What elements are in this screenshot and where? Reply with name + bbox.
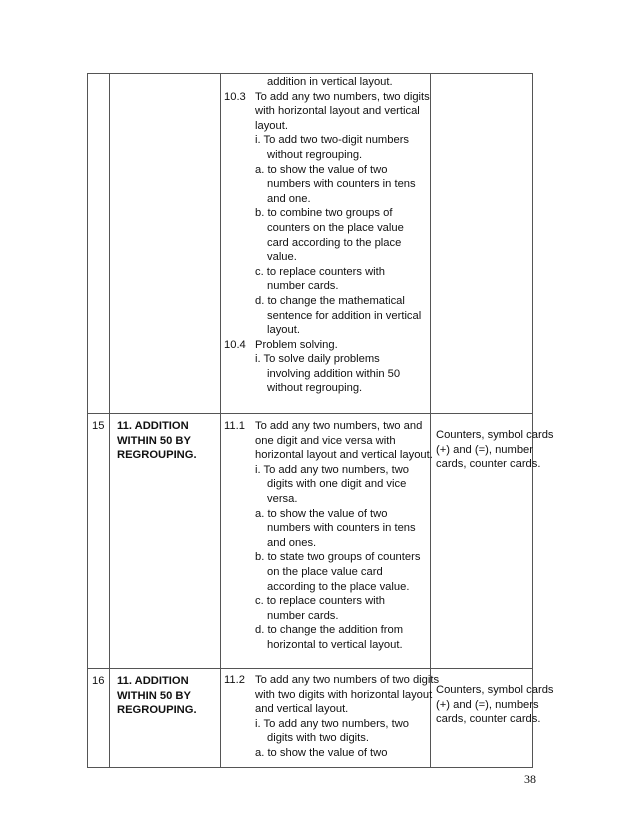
objective-text xyxy=(255,75,427,90)
objective-line: without regrouping. xyxy=(267,382,363,395)
objective-line: To add any two numbers, two and xyxy=(255,420,423,432)
objective-block xyxy=(224,90,430,338)
week-cell: 16 xyxy=(88,669,110,768)
learning-objectives-cell xyxy=(221,414,431,669)
objective-line: and ones. xyxy=(267,536,317,549)
topic-cell xyxy=(110,74,221,414)
objective-line: number cards. xyxy=(267,280,339,293)
objective-line: c. to replace counters with xyxy=(255,595,385,608)
resources-cell xyxy=(431,74,533,414)
page-number: 38 xyxy=(524,772,536,786)
objective-line: card according to the place xyxy=(267,236,402,249)
objective-line: a. to show the value of two xyxy=(255,507,388,520)
objective-line: c. to replace counters with xyxy=(255,265,385,278)
objective-line: numbers with counters in tens xyxy=(267,178,416,191)
topic-cell xyxy=(110,669,221,768)
resource-line: cards, counter cards. xyxy=(436,713,541,726)
resources-cell xyxy=(431,669,554,768)
learning-objectives-cell xyxy=(221,669,440,768)
objective-text xyxy=(255,673,439,761)
objective-text xyxy=(255,338,427,396)
objective-line: counters on the place value xyxy=(267,221,404,234)
objective-line: digits with two digits. xyxy=(267,732,369,745)
week-cell: 15 xyxy=(88,414,110,669)
objective-block xyxy=(224,338,427,396)
resource-line: Counters, symbol cards xyxy=(436,429,554,441)
objective-block xyxy=(224,673,440,761)
objective-line: with two digits with horizontal layout xyxy=(255,688,433,701)
objective-number: 10.4 xyxy=(224,338,246,351)
topic-line: REGROUPING. xyxy=(117,704,197,717)
objective-line: d. to change the mathematical xyxy=(255,294,405,307)
resource-line: Counters, symbol cards xyxy=(436,684,554,696)
topic-line: 11. ADDITION xyxy=(117,675,189,687)
topic-line: WITHIN 50 BY xyxy=(117,689,191,702)
objective-line: number cards. xyxy=(267,609,339,622)
objective-block xyxy=(224,75,427,90)
objective-line: layout. xyxy=(267,324,300,337)
objective-line: one digit and vice versa with xyxy=(255,434,396,447)
week-cell xyxy=(88,74,110,414)
objective-line: with horizontal layout and vertical xyxy=(255,105,420,118)
learning-objectives-cell xyxy=(221,74,431,414)
objective-line: numbers with counters in tens xyxy=(267,522,416,535)
objective-number xyxy=(224,75,255,90)
objective-line: addition in vertical layout. xyxy=(267,76,393,88)
syllabus-table xyxy=(87,73,554,768)
objective-number: 11.1 xyxy=(224,420,245,432)
resource-line: cards, counter cards. xyxy=(436,458,541,471)
objective-text xyxy=(255,419,433,653)
objective-line: b. to state two groups of counters xyxy=(255,551,421,564)
objective-line: i. To add any two numbers, two xyxy=(255,717,410,730)
objective-text xyxy=(255,90,430,338)
objective-line: Problem solving. xyxy=(255,338,338,351)
objective-line: according to the place value. xyxy=(267,580,410,593)
objective-line: digits with one digit and vice xyxy=(267,478,407,491)
objective-line: value. xyxy=(267,251,297,264)
objective-line: layout. xyxy=(255,119,288,132)
topic-line: 11. ADDITION xyxy=(117,420,189,432)
topic-line: REGROUPING. xyxy=(117,449,197,462)
topic-cell xyxy=(110,414,221,669)
objective-line: horizontal layout and vertical layout. xyxy=(255,449,433,462)
objective-line: d. to change the addition from xyxy=(255,624,404,637)
topic-line: WITHIN 50 BY xyxy=(117,434,191,447)
objective-line: versa. xyxy=(267,492,298,505)
objective-line: a. to show the value of two xyxy=(255,746,388,759)
objective-block xyxy=(224,419,433,653)
table-row xyxy=(88,414,533,669)
objective-line: i. To add two two-digit numbers xyxy=(255,134,410,147)
table-row xyxy=(88,74,533,414)
objective-line: To add any two numbers, two digits xyxy=(255,90,430,103)
objective-number: 10.3 xyxy=(224,90,246,103)
resource-line: (+) and (=), numbers xyxy=(436,698,539,711)
resources-cell xyxy=(431,414,554,669)
objective-line: without regrouping. xyxy=(267,148,363,161)
objective-line: i. To add any two numbers, two xyxy=(255,463,410,476)
objective-line: on the place value card xyxy=(267,565,383,578)
objective-line: and vertical layout. xyxy=(255,703,349,716)
resource-line: (+) and (=), number xyxy=(436,443,534,456)
objective-line: sentence for addition in vertical xyxy=(267,309,422,322)
objective-line: b. to combine two groups of xyxy=(255,207,393,220)
objective-line: horizontal to vertical layout. xyxy=(267,638,403,651)
objective-line: i. To solve daily problems xyxy=(255,353,380,366)
table-row xyxy=(88,669,533,768)
objective-line: involving addition within 50 xyxy=(267,367,401,380)
objective-line: and one. xyxy=(267,192,311,205)
objective-number: 11.2 xyxy=(224,674,245,686)
objective-line: a. to show the value of two xyxy=(255,163,388,176)
objective-line: To add any two numbers of two digits xyxy=(255,674,440,686)
